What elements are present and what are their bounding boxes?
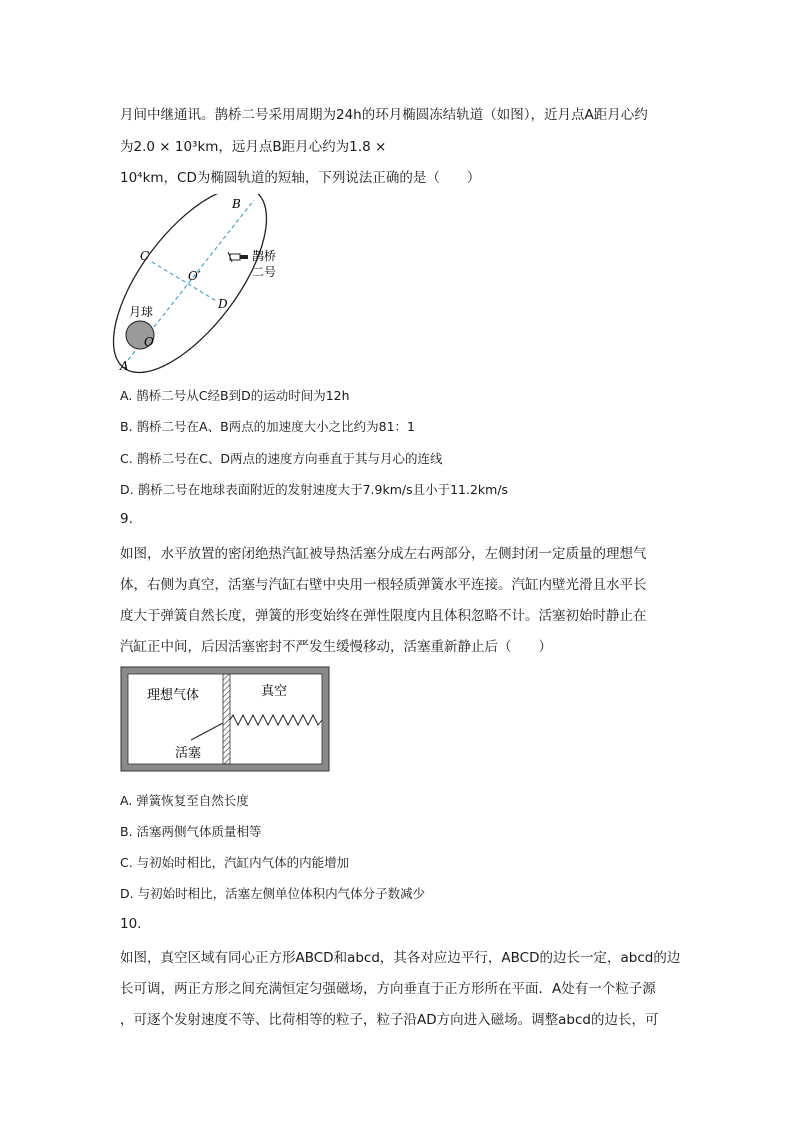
moon-center-o-label: O — [144, 335, 154, 349]
point-a-label: A — [120, 359, 129, 373]
q9-stem-line-3: 度大于弹簧自然长度，弹簧的形变始终在弹性限度内且体积忽略不计。活塞初始时静止在 — [120, 608, 647, 624]
q9-option-c: C. 与初始时相比，汽缸内气体的内能增加 — [120, 855, 350, 870]
point-d-label: D — [218, 297, 228, 311]
piston — [223, 674, 230, 764]
point-b-label: B — [232, 197, 241, 211]
cylinder-diagram — [119, 665, 331, 775]
satellite-label-line-2: 二号 — [252, 265, 277, 279]
q9-stem-line-2: 体，右侧为真空，活塞与汽缸右壁中央用一根轻质弹簧水平连接。汽缸内壁光滑且水平长 — [120, 577, 647, 593]
point-c-label: C — [140, 249, 150, 263]
q8-stem-line-3: 10⁴km，CD为椭圆轨道的短轴，下列说法正确的是（ ） — [120, 170, 481, 186]
piston-label: 活塞 — [175, 746, 202, 761]
satellite-label-line-1: 鹊桥 — [252, 249, 277, 263]
satellite-icon — [228, 252, 248, 262]
q9-number: 9. — [120, 511, 133, 527]
q9-stem-line-1: 如图，水平放置的密闭绝热汽缸被导热活塞分成左右两部分，左侧封闭一定质量的理想气 — [120, 546, 647, 562]
q9-option-b: B. 活塞两侧气体质量相等 — [120, 824, 262, 839]
q8-option-a: A. 鹊桥二号从C经B到D的运动时间为12h — [120, 388, 350, 403]
q8-option-d: D. 鹊桥二号在地球表面附近的发射速度大于7.9km/s且小于11.2km/s — [120, 482, 509, 497]
ideal-gas-label: 理想气体 — [147, 688, 200, 703]
orbit-diagram — [112, 194, 302, 374]
moon-label: 月球 — [129, 305, 154, 319]
q9-option-d: D. 与初始时相比，活塞左侧单位体积内气体分子数减少 — [120, 886, 426, 901]
q8-option-b: B. 鹊桥二号在A、B两点的加速度大小之比约为81：1 — [120, 419, 416, 434]
q8-stem-line-1: 月间中继通讯。鹊桥二号采用周期为24h的环月椭圆冻结轨道（如图），近月点A距月心约 — [120, 107, 648, 123]
center-o-prime-label: O′ — [188, 269, 201, 283]
q8-option-c: C. 鹊桥二号在C、D两点的速度方向垂直于其与月心的连线 — [120, 451, 443, 466]
q10-stem-line-2: 长可调，两正方形之间充满恒定匀强磁场，方向垂直于正方形所在平面．A处有一个粒子源 — [120, 981, 656, 997]
q9-option-a: A. 弹簧恢复至自然长度 — [120, 793, 249, 808]
q10-stem-line-1: 如图，真空区域有同心正方形ABCD和abcd，其各对应边平行，ABCD的边长一定，abcd的边 — [120, 950, 681, 966]
q9-stem-line-4: 汽缸正中间，后因活塞密封不严发生缓慢移动，活塞重新静止后（ ） — [120, 639, 552, 655]
minor-axis-cd — [152, 262, 218, 302]
q8-stem-line-2: 为2.0 × 10³km，远月点B距月心约为1.8 × — [120, 139, 387, 155]
vacuum-label: 真空 — [261, 684, 288, 699]
q10-stem-line-3: ，可逐个发射速度不等、比荷相等的粒子，粒子沿AD方向进入磁场。调整abcd的边长，可 — [120, 1012, 659, 1028]
q10-number: 10. — [120, 916, 142, 932]
